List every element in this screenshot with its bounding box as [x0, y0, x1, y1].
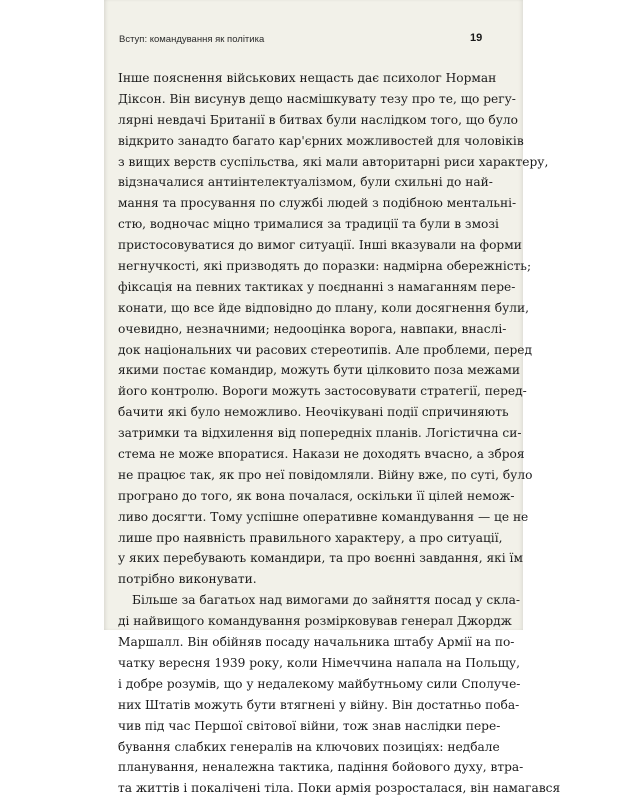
text-line: програно до того, як вона почалася, оскільки її цілей немож- [118, 488, 515, 503]
text-line: чив під час Першої світової війни, тож знав наслідки пере- [118, 718, 501, 733]
text-line: них Штатів можуть бути втягнені у війну. Він достатньо поба- [118, 697, 520, 712]
text-line: затримки та відхилення від попередніх планів. Логістична си- [118, 426, 522, 441]
text-line: стема не може впоратися. Накази не доходять вчасно, а зброя [118, 447, 525, 462]
body-text [118, 68, 561, 799]
text-line: лише про наявність правильного характеру, а про ситуації, [118, 530, 503, 545]
text-line: док національних чи расових стереотипів. Але проблеми, перед [118, 342, 533, 357]
text-line: бування слабких генералів на ключових позиціях: недбале [118, 739, 500, 754]
text-line: конати, що все йде відповідно до плану, коли досягнення були, [118, 300, 530, 315]
text-line: ді найвищого командування розмірковував генерал Джордж [118, 614, 512, 629]
text-line: фіксація на певних тактиках у поєднанні з намаганням пере- [118, 279, 516, 294]
text-line: негнучкості, які призводять до поразки: надмірна обережність; [118, 259, 532, 274]
text-line: з вищих верств суспільства, які мали авторитарні риси характеру, [118, 154, 549, 169]
text-line: відкрито занадто багато кар'єрних можливостей для чоловіків [118, 133, 524, 148]
text-line: пристосовуватися до вимог ситуації. Інші вказували на форми [118, 238, 522, 253]
text-line: Інше пояснення військових нещасть дає психолог Норман [118, 71, 497, 85]
text-line: стю, водночас міцно трималися за традиції та були в змозі [118, 217, 499, 232]
text-line: якими постає командир, можуть бути цілковито поза межами [118, 363, 520, 378]
text-line: ливо досягти. Тому успішне оперативне командування — це не [118, 509, 529, 524]
text-line: Більше за багатьох над вимогами до зайняття посад у скла- [132, 593, 521, 608]
text-line: та життів і покалічені тіла. Поки армія розросталася, він намагався [118, 781, 561, 796]
text-line: не працює так, як про неї повідомляли. Війну вже, по суті, було [118, 467, 533, 482]
text-line: лярні невдачі Британії в битвах були наслідком того, що було [118, 112, 519, 127]
text-line: планування, неналежна тактика, падіння бойового духу, втра- [118, 760, 524, 775]
text-line: мання та просування по службі людей з подібною ментальні- [118, 196, 517, 211]
text-line: Маршалл. Він обійняв посаду начальника штабу Армії на по- [118, 635, 515, 650]
text-line: відзначалися антиінтелектуалізмом, були схильні до най- [118, 175, 493, 190]
text-line: Діксон. Він висунув дещо насмішкувату тезу про те, що регу- [118, 91, 516, 106]
paragraph [118, 590, 561, 799]
page-number: 19 [470, 32, 483, 44]
paragraph [118, 68, 549, 590]
text-line: його контролю. Вороги можуть застосовувати стратегії, перед- [118, 384, 527, 399]
text-line: бачити які було неможливо. Неочікувані події спричиняють [118, 405, 509, 420]
text-line: потрібно виконувати. [118, 572, 257, 587]
running-head: Вступ: командування як політика [119, 34, 265, 45]
text-line: очевидно, незначними; недооцінка ворога, навпаки, внаслі- [118, 321, 507, 336]
text-line: і добре розумів, що у недалекому майбутньому сили Сполуче- [118, 676, 521, 691]
text-line: чатку вересня 1939 року, коли Німеччина напала на Польщу, [118, 655, 520, 670]
text-line: у яких перебувають командири, та про воєнні завдання, які їм [118, 551, 523, 566]
